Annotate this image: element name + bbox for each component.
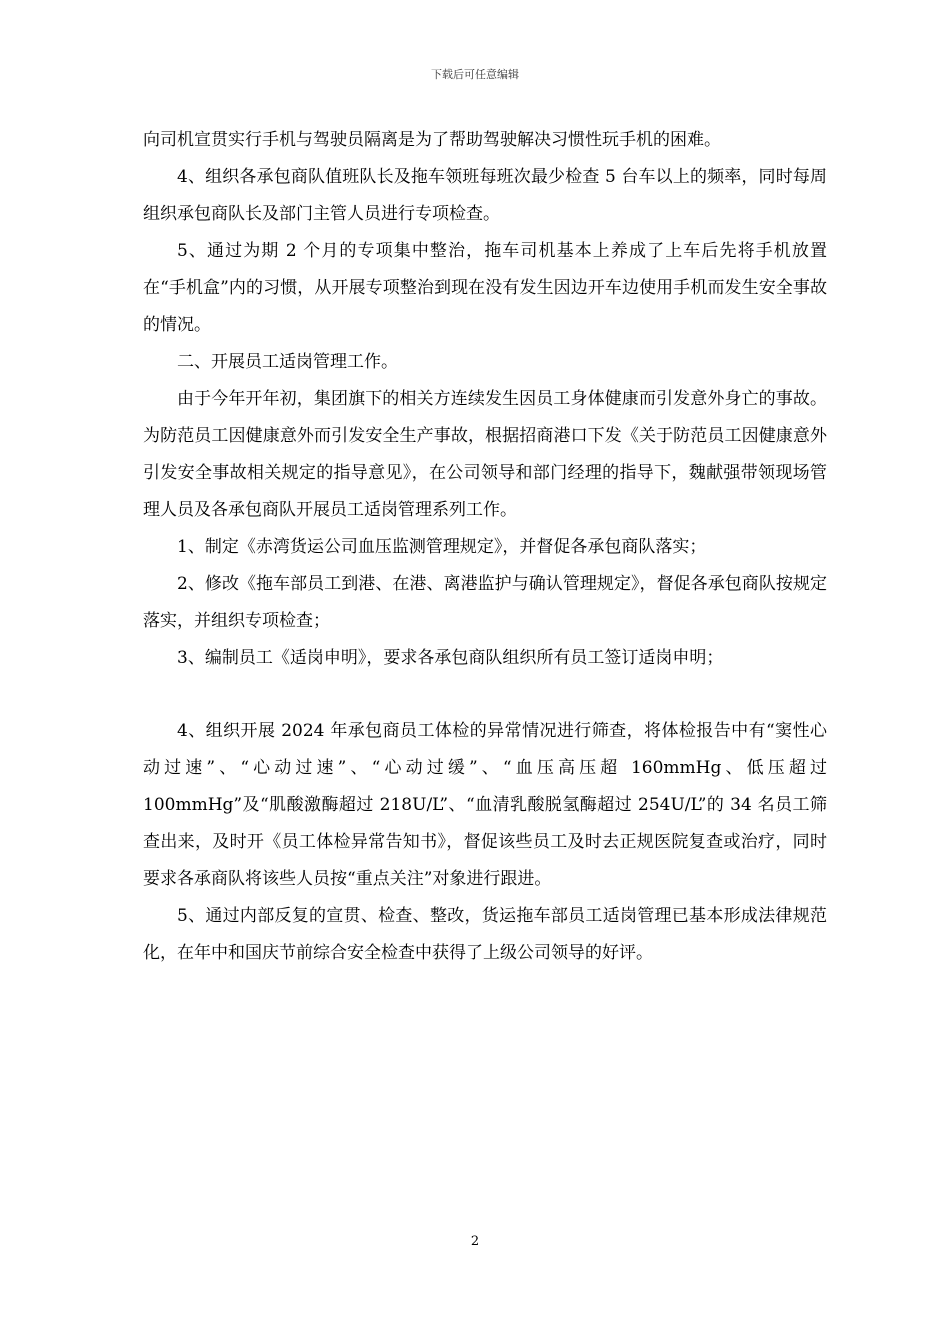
page-number: 2	[470, 1234, 480, 1249]
paragraph-item-4-screening: 4、组织开展 2024 年承包商员工体检的异常情况进行筛查，将体检报告中有“窦性心动过速”、“心动过速”、“心动过缓”、“血压高压超 160mmHg、低压超过 100mmHg”及“肌酸激酶超过 218U/L”、“血清乳酸脱氢酶超过 254U/L”的 34 名员工筛查出来，及时开《员工体检异常告知书》，督促该些员工及时去正规医院复查或治疗，同时要求各承商队将该些人员按“重点关注”对象进行跟进。	[143, 721, 827, 889]
paragraph-background: 由于今年开年初，集团旗下的相关方连续发生因员工身体健康而引发意外身亡的事故。为防范员工因健康意外而引发安全生产事故，根据招商港口下发《关于防范员工因健康意外引发安全事故相关规定的指导意见》，在公司领导和部门经理的指导下，魏献强带领现场管理人员及各承包商队开展员工适岗管理系列工作。	[143, 389, 827, 520]
page-header: 下载后可任意编辑	[431, 68, 519, 81]
paragraph-item-5-summary: 5、通过内部反复的宣贯、检查、整改，货运拖车部员工适岗管理已基本形成法律规范化，在年中和国庆节前综合安全检查中获得了上级公司领导的好评。	[143, 906, 827, 963]
blank-line	[143, 677, 827, 713]
section-heading-2: 二、开展员工适岗管理工作。	[177, 352, 398, 372]
paragraph-item-5-result: 5、通过为期 2 个月的专项集中整治，拖车司机基本上养成了上车后先将手机放置在“手机盒”内的习惯，从开展专项整治到现在没有发生因边开车边使用手机而发生安全事故的情况。	[143, 241, 827, 335]
document-body	[143, 122, 827, 972]
paragraph-continuation: 向司机宣贯实行手机与驾驶员隔离是为了帮助驾驶解决习惯性玩手机的困难。	[143, 130, 721, 150]
paragraph-item-4-inspection: 4、组织各承包商队值班队长及拖车领班每班次最少检查 5 台车以上的频率，同时每周组织承包商队长及部门主管人员进行专项检查。	[143, 167, 827, 224]
paragraph-item-1: 1、制定《赤湾货运公司血压监测管理规定》，并督促各承包商队落实；	[177, 537, 707, 557]
paragraph-item-3: 3、编制员工《适岗申明》，要求各承包商队组织所有员工签订适岗申明；	[177, 648, 724, 668]
paragraph-item-2: 2、修改《拖车部员工到港、在港、离港监护与确认管理规定》，督促各承包商队按规定落实，并组织专项检查；	[143, 574, 827, 631]
